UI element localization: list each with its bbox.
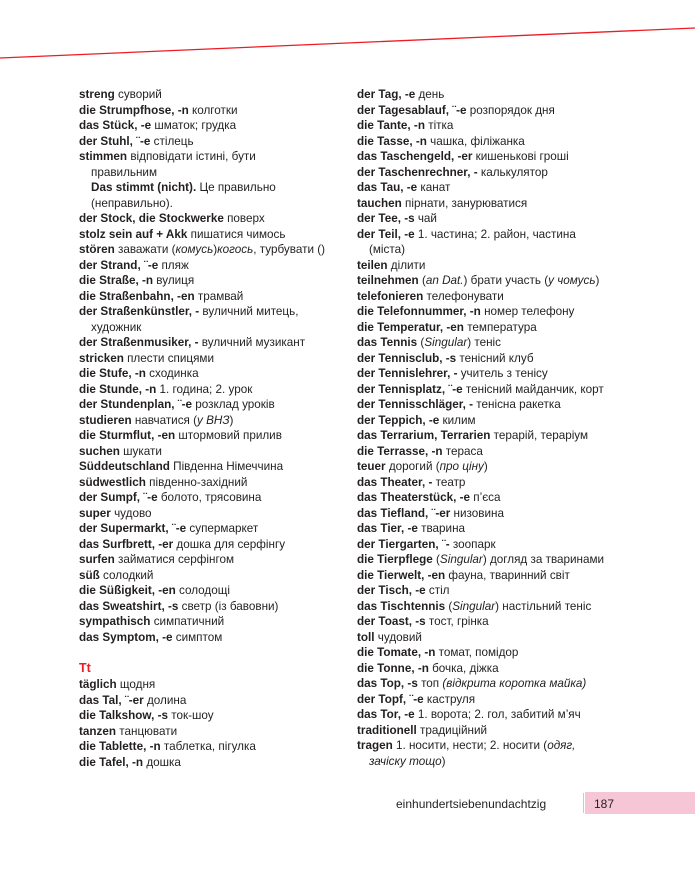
dictionary-entry bbox=[79, 708, 349, 724]
headword: teilnehmen bbox=[357, 274, 419, 287]
headword: die Tante, -n bbox=[357, 119, 425, 132]
translation-text: светр (із бавовни) bbox=[178, 599, 279, 613]
translation-text: ток-шоу bbox=[167, 709, 214, 722]
dictionary-entry bbox=[357, 707, 687, 723]
headword: die Tasse, -n bbox=[357, 134, 427, 148]
dictionary-entry bbox=[357, 335, 687, 351]
dictionary-entry bbox=[79, 180, 349, 196]
dictionary-entry bbox=[79, 413, 349, 429]
translation-text: 1. частина; 2. район, частина bbox=[414, 227, 576, 241]
translation-text: солодощі bbox=[175, 584, 230, 597]
dictionary-entry bbox=[79, 677, 349, 693]
dictionary-entry bbox=[357, 382, 687, 398]
headword: südwestlich bbox=[79, 475, 146, 489]
section-letter-t: Tt bbox=[79, 661, 91, 675]
headword: der Stundenplan, ¨-e bbox=[79, 398, 192, 411]
translation-text: ( bbox=[445, 599, 453, 613]
headword: die Stunde, -n bbox=[79, 382, 157, 396]
dictionary-entry bbox=[79, 537, 349, 553]
translation-text: томат, помідор bbox=[435, 646, 519, 659]
translation-text: стілець bbox=[150, 134, 194, 148]
translation-text: дошка bbox=[143, 755, 181, 769]
translation-text: розпорядок дня bbox=[466, 103, 555, 117]
translation-text: терарій, тераріум bbox=[490, 429, 589, 442]
dictionary-entry bbox=[79, 118, 349, 134]
translation-text: (неправильно). bbox=[91, 196, 173, 210]
dictionary-entry bbox=[357, 366, 687, 382]
dictionary-entry bbox=[79, 724, 349, 740]
headword: studieren bbox=[79, 413, 132, 427]
dictionary-entry bbox=[79, 506, 349, 522]
headword: das Top, -s bbox=[357, 677, 418, 690]
headword: das Terrarium, Terrarien bbox=[357, 429, 491, 442]
translation-text: художник bbox=[91, 320, 142, 334]
translation-text: 1. година; 2. урок bbox=[156, 382, 253, 396]
translation-text: тост, грінка bbox=[425, 615, 489, 628]
translation-text: симпатичний bbox=[150, 615, 225, 628]
dictionary-entry bbox=[79, 739, 349, 755]
headword: tauchen bbox=[357, 196, 402, 210]
headword: der Stuhl, ¨-e bbox=[79, 134, 151, 148]
translation-text: симптом bbox=[172, 630, 223, 644]
headword: der Tisch, -e bbox=[357, 584, 426, 597]
dictionary-entry bbox=[79, 599, 349, 615]
dictionary-entry bbox=[357, 273, 687, 289]
translation-text: температура bbox=[463, 320, 537, 334]
translation-text: дошка для серфінгу bbox=[173, 537, 286, 551]
translation-text: заважати ( bbox=[114, 243, 176, 256]
dictionary-entry bbox=[79, 258, 349, 274]
headword: das Stück, -e bbox=[79, 119, 152, 132]
dictionary-entry bbox=[79, 552, 349, 568]
translation-text: дорогий ( bbox=[385, 460, 440, 473]
dictionary-entry bbox=[357, 211, 687, 227]
headword: der Tennisschläger, - bbox=[357, 398, 474, 411]
dictionary-entry bbox=[357, 413, 687, 429]
dictionary-entry bbox=[79, 103, 349, 119]
right-entries bbox=[357, 87, 687, 769]
translation-text: театр bbox=[432, 475, 466, 489]
dictionary-entry bbox=[357, 320, 687, 336]
headword: streng bbox=[79, 88, 115, 101]
headword: das Tier, -e bbox=[357, 522, 418, 535]
dictionary-entry bbox=[357, 692, 687, 708]
dictionary-entry bbox=[79, 459, 349, 475]
headword: stören bbox=[79, 243, 115, 256]
translation-text: (міста) bbox=[369, 243, 405, 256]
translation-text: сходинка bbox=[145, 367, 199, 380]
dictionary-entry bbox=[79, 630, 349, 646]
italic-note: Singular bbox=[452, 599, 496, 613]
dictionary-entry bbox=[357, 599, 687, 615]
translation-text: килим bbox=[439, 413, 476, 427]
translation-text: пляж bbox=[158, 258, 189, 272]
headword: der Tennisclub, -s bbox=[357, 351, 457, 365]
dictionary-entry bbox=[357, 552, 687, 568]
left-entries bbox=[79, 87, 349, 645]
translation-text: традиційний bbox=[416, 723, 488, 737]
dictionary-entry bbox=[357, 180, 687, 196]
dictionary-entry bbox=[79, 335, 349, 351]
translation-text: пірнати, занурюватися bbox=[401, 196, 528, 210]
headword: super bbox=[79, 506, 111, 520]
dictionary-entry bbox=[79, 475, 349, 491]
dictionary-entry bbox=[357, 289, 687, 305]
translation-text: кишенькові гроші bbox=[472, 150, 569, 163]
dictionary-entry bbox=[357, 645, 687, 661]
dictionary-entry bbox=[357, 583, 687, 599]
headword: der Tiergarten, ¨- bbox=[357, 537, 450, 551]
translation-text: вуличний музикант bbox=[198, 336, 306, 349]
dictionary-entry bbox=[357, 149, 687, 165]
translation-text: тенісний майданчик, корт bbox=[462, 382, 604, 396]
headword: die Telefonnummer, -n bbox=[357, 305, 481, 318]
dictionary-entry bbox=[357, 227, 687, 243]
dictionary-entry bbox=[357, 258, 687, 274]
dictionary-entry bbox=[357, 196, 687, 212]
translation-text: учитель з тенісу bbox=[457, 367, 548, 380]
headword: die Stufe, -n bbox=[79, 367, 146, 380]
page-number-word: einhundertsiebenundachtzig bbox=[396, 797, 547, 811]
translation-text: тенісний клуб bbox=[456, 351, 534, 365]
headword: tanzen bbox=[79, 724, 117, 738]
translation-text: колготки bbox=[188, 103, 238, 117]
headword: stricken bbox=[79, 351, 124, 365]
translation-text: чудовий bbox=[374, 630, 422, 644]
translation-text: долина bbox=[143, 693, 187, 707]
translation-text: ) догляд за тваринами bbox=[482, 553, 605, 566]
dictionary-entry bbox=[79, 755, 349, 771]
headword: die Straße, -n bbox=[79, 274, 154, 287]
translation-text: зоопарк bbox=[449, 537, 496, 551]
translation-text: , турбувати ( bbox=[253, 243, 322, 256]
headword: die Tierwelt, -en bbox=[357, 568, 446, 582]
headword: die Süßigkeit, -en bbox=[79, 584, 176, 597]
dictionary-entry bbox=[79, 289, 349, 305]
dictionary-entry bbox=[79, 273, 349, 289]
translation-text: фауна, тваринний світ bbox=[445, 568, 570, 582]
translation-text: ) bbox=[213, 243, 218, 256]
headword: die Tonne, -n bbox=[357, 661, 429, 675]
headword: der Toast, -s bbox=[357, 615, 426, 628]
translation-text: пишатися чимось bbox=[187, 227, 286, 241]
dictionary-entry bbox=[79, 87, 349, 103]
italic-note: про ціну bbox=[439, 460, 484, 473]
headword: das Tau, -e bbox=[357, 181, 418, 194]
dictionary-entry bbox=[357, 537, 687, 553]
translation-text: таблетка, пігулка bbox=[160, 740, 256, 753]
translation-text: калькулятор bbox=[477, 165, 548, 179]
dictionary-entry bbox=[79, 614, 349, 630]
translation-text: ) bbox=[483, 460, 488, 473]
dictionary-entry bbox=[79, 351, 349, 367]
dictionary-entry bbox=[357, 723, 687, 739]
headword: der Tee, -s bbox=[357, 212, 415, 225]
translation-text: навчатися ( bbox=[131, 413, 198, 427]
italic-note: an Dat. bbox=[425, 274, 464, 287]
translation-text: суворий bbox=[114, 88, 162, 101]
dictionary-entry bbox=[79, 382, 349, 398]
translation-text: тенісна ракетка bbox=[473, 398, 561, 411]
dictionary-entry bbox=[357, 428, 687, 444]
headword: stimmen bbox=[79, 150, 128, 163]
headword: der Strand, ¨-e bbox=[79, 258, 159, 272]
italic-note: зачіску тощо bbox=[369, 754, 442, 768]
headword: stolz sein auf + Akk bbox=[79, 227, 188, 241]
translation-text: шматок; грудка bbox=[151, 119, 237, 132]
dictionary-entry bbox=[79, 428, 349, 444]
headword: die Tafel, -n bbox=[79, 755, 144, 769]
dictionary-entry bbox=[79, 397, 349, 413]
headword: toll bbox=[357, 630, 375, 644]
headword: die Talkshow, -s bbox=[79, 709, 168, 722]
dictionary-entry bbox=[79, 227, 349, 243]
italic-note: у ВНЗ bbox=[197, 413, 230, 427]
dictionary-entry bbox=[79, 134, 349, 150]
translation-text: правильним bbox=[91, 165, 157, 179]
dictionary-entry bbox=[79, 165, 349, 181]
headword: das Tennis bbox=[357, 336, 418, 349]
dictionary-entry bbox=[357, 397, 687, 413]
dictionary-entry bbox=[357, 738, 687, 754]
dictionary-entry bbox=[79, 196, 349, 212]
dictionary-entry bbox=[357, 103, 687, 119]
translation-text: ) bbox=[441, 754, 446, 768]
translation-text: ) bbox=[595, 274, 600, 287]
left-entries-t bbox=[79, 677, 349, 770]
dictionary-entry bbox=[357, 521, 687, 537]
translation-text: топ bbox=[417, 677, 443, 690]
translation-text: каструля bbox=[423, 692, 476, 706]
translation-text: низовина bbox=[450, 506, 504, 520]
headword: die Temperatur, -en bbox=[357, 320, 464, 334]
dictionary-entry bbox=[357, 661, 687, 677]
headword: der Teppich, -e bbox=[357, 413, 440, 427]
translation-text: поверх bbox=[223, 212, 265, 225]
headword: das Sweatshirt, -s bbox=[79, 599, 179, 613]
italic-note: Singular bbox=[424, 336, 468, 349]
dictionary-entry bbox=[357, 506, 687, 522]
translation-text: ділити bbox=[387, 258, 426, 272]
translation-text: ) теніс bbox=[467, 336, 501, 349]
translation-text: танцювати bbox=[116, 724, 178, 738]
translation-text: п’єса bbox=[470, 491, 501, 504]
headword: der Tag, -e bbox=[357, 88, 416, 101]
translation-text: південно-західний bbox=[145, 475, 248, 489]
footer-separator bbox=[583, 793, 584, 813]
translation-text: відповідати істині, бути bbox=[127, 150, 256, 163]
translation-text: чашка, філіжанка bbox=[426, 134, 525, 148]
translation-text: 1. носити, нести; 2. носити ( bbox=[392, 739, 548, 752]
headword: der Stock, die Stockwerke bbox=[79, 212, 224, 225]
headword: täglich bbox=[79, 678, 117, 691]
headword: die Tablette, -n bbox=[79, 740, 161, 753]
headword: der Teil, -e bbox=[357, 227, 415, 241]
translation-text: супермаркет bbox=[186, 522, 259, 535]
translation-text: телефонувати bbox=[423, 289, 504, 303]
translation-text: чудово bbox=[110, 506, 152, 520]
page-number: 187 bbox=[594, 797, 615, 811]
translation-text: вулиця bbox=[153, 274, 195, 287]
translation-text: стіл bbox=[425, 584, 450, 597]
headword: das Tiefland, ¨-er bbox=[357, 506, 451, 520]
translation-text: канат bbox=[417, 181, 451, 194]
dictionary-entry bbox=[357, 630, 687, 646]
right-column bbox=[357, 87, 687, 769]
headword: das Theaterstück, -e bbox=[357, 491, 471, 504]
dictionary-entry bbox=[357, 459, 687, 475]
headword: teilen bbox=[357, 258, 388, 272]
headword: der Supermarkt, ¨-e bbox=[79, 522, 187, 535]
headword: die Tierpflege bbox=[357, 553, 433, 566]
dictionary-entry bbox=[357, 87, 687, 103]
headword: telefonieren bbox=[357, 289, 424, 303]
headword: süß bbox=[79, 568, 100, 582]
translation-text: плести спицями bbox=[123, 351, 214, 365]
headword: der Straßenkünstler, - bbox=[79, 305, 200, 318]
headword: das Theater, - bbox=[357, 475, 433, 489]
header-red-line bbox=[0, 0, 695, 70]
translation-text: Південна Німеччина bbox=[169, 460, 284, 473]
headword: tragen bbox=[357, 739, 393, 752]
translation-text: ) bbox=[229, 413, 234, 427]
headword: das Tor, -e bbox=[357, 708, 415, 721]
dictionary-entry bbox=[79, 490, 349, 506]
headword: surfen bbox=[79, 553, 115, 566]
dictionary-entry bbox=[79, 211, 349, 227]
headword: Süddeutschland bbox=[79, 460, 170, 473]
translation-text: болото, трясовина bbox=[157, 491, 262, 504]
headword: der Topf, ¨-e bbox=[357, 692, 424, 706]
dictionary-entry bbox=[357, 614, 687, 630]
translation-text: трамвай bbox=[194, 289, 244, 303]
headword: der Tagesablauf, ¨-e bbox=[357, 103, 467, 117]
translation-text: щодня bbox=[116, 678, 156, 691]
headword: traditionell bbox=[357, 723, 417, 737]
dictionary-entry bbox=[79, 366, 349, 382]
dictionary-entry bbox=[357, 134, 687, 150]
headword: sympathisch bbox=[79, 615, 151, 628]
translation-text: солодкий bbox=[99, 568, 154, 582]
headword: teuer bbox=[357, 460, 386, 473]
dictionary-entry bbox=[79, 583, 349, 599]
italic-note: комусь bbox=[175, 243, 214, 256]
dictionary-entry bbox=[79, 304, 349, 320]
translation-text: розклад уроків bbox=[191, 398, 275, 411]
headword: das Tischtennis bbox=[357, 599, 446, 613]
dictionary-entry bbox=[79, 521, 349, 537]
headword: die Sturmflut, -en bbox=[79, 429, 176, 442]
headword: das Surfbrett, -er bbox=[79, 537, 174, 551]
translation-text: номер телефону bbox=[480, 305, 575, 318]
headword: Das stimmt (nicht). bbox=[91, 181, 197, 194]
translation-text: Це правильно bbox=[196, 181, 276, 194]
dictionary-entry bbox=[357, 351, 687, 367]
dictionary-entry bbox=[357, 242, 687, 258]
dictionary-entry bbox=[79, 320, 349, 336]
translation-text: штормовий прилив bbox=[175, 429, 282, 442]
dictionary-entry bbox=[79, 568, 349, 584]
headword: der Tennislehrer, - bbox=[357, 367, 458, 380]
translation-text: ( bbox=[432, 553, 440, 566]
italic-note: (відкрита коротка майка) bbox=[442, 677, 587, 690]
left-column bbox=[79, 87, 349, 770]
dictionary-entry bbox=[79, 444, 349, 460]
headword: die Strumpfhose, -n bbox=[79, 103, 189, 117]
dictionary-entry bbox=[357, 304, 687, 320]
headword: die Terrasse, -n bbox=[357, 444, 443, 458]
translation-text: займатися серфінгом bbox=[114, 553, 234, 566]
translation-text: день bbox=[415, 88, 445, 101]
headword: suchen bbox=[79, 444, 120, 458]
dictionary-entry bbox=[357, 568, 687, 584]
headword: die Straßenbahn, -en bbox=[79, 289, 195, 303]
headword: der Straßenmusiker, - bbox=[79, 336, 199, 349]
translation-text: тераса bbox=[442, 444, 483, 458]
dictionary-entry bbox=[79, 693, 349, 709]
dictionary-entry bbox=[79, 149, 349, 165]
headword: der Sumpf, ¨-e bbox=[79, 491, 158, 504]
translation-text: тітка bbox=[424, 119, 454, 132]
headword: die Tomate, -n bbox=[357, 646, 436, 659]
dictionary-entry bbox=[357, 444, 687, 460]
italic-note: когось bbox=[217, 243, 254, 256]
headword: das Tal, ¨-er bbox=[79, 693, 144, 707]
headword: der Taschenrechner, - bbox=[357, 165, 478, 179]
translation-text: ) bbox=[321, 243, 326, 256]
dictionary-entry bbox=[357, 165, 687, 181]
italic-note: Singular bbox=[439, 553, 483, 566]
italic-note: одяг, bbox=[547, 739, 576, 752]
dictionary-entry bbox=[79, 242, 349, 258]
dictionary-entry bbox=[357, 754, 687, 770]
dictionary-entry bbox=[357, 475, 687, 491]
translation-text: ) брати участь ( bbox=[463, 274, 549, 287]
italic-note: у чомусь bbox=[548, 274, 596, 287]
translation-text: тварина bbox=[417, 522, 466, 535]
translation-text: ) настільний теніс bbox=[495, 599, 592, 613]
headword: das Taschengeld, -er bbox=[357, 150, 473, 163]
translation-text: ( bbox=[418, 274, 426, 287]
translation-text: чай bbox=[414, 212, 437, 225]
translation-text: вуличний митець, bbox=[199, 305, 299, 318]
headword: der Tennisplatz, ¨-e bbox=[357, 382, 463, 396]
translation-text: ( bbox=[417, 336, 425, 349]
translation-text: 1. ворота; 2. гол, забитий м’яч bbox=[414, 708, 581, 721]
translation-text: бочка, діжка bbox=[428, 661, 499, 675]
dictionary-entry bbox=[357, 676, 687, 692]
dictionary-entry bbox=[357, 118, 687, 134]
translation-text: шукати bbox=[119, 444, 162, 458]
dictionary-entry bbox=[357, 490, 687, 506]
headword: das Symptom, -e bbox=[79, 630, 173, 644]
